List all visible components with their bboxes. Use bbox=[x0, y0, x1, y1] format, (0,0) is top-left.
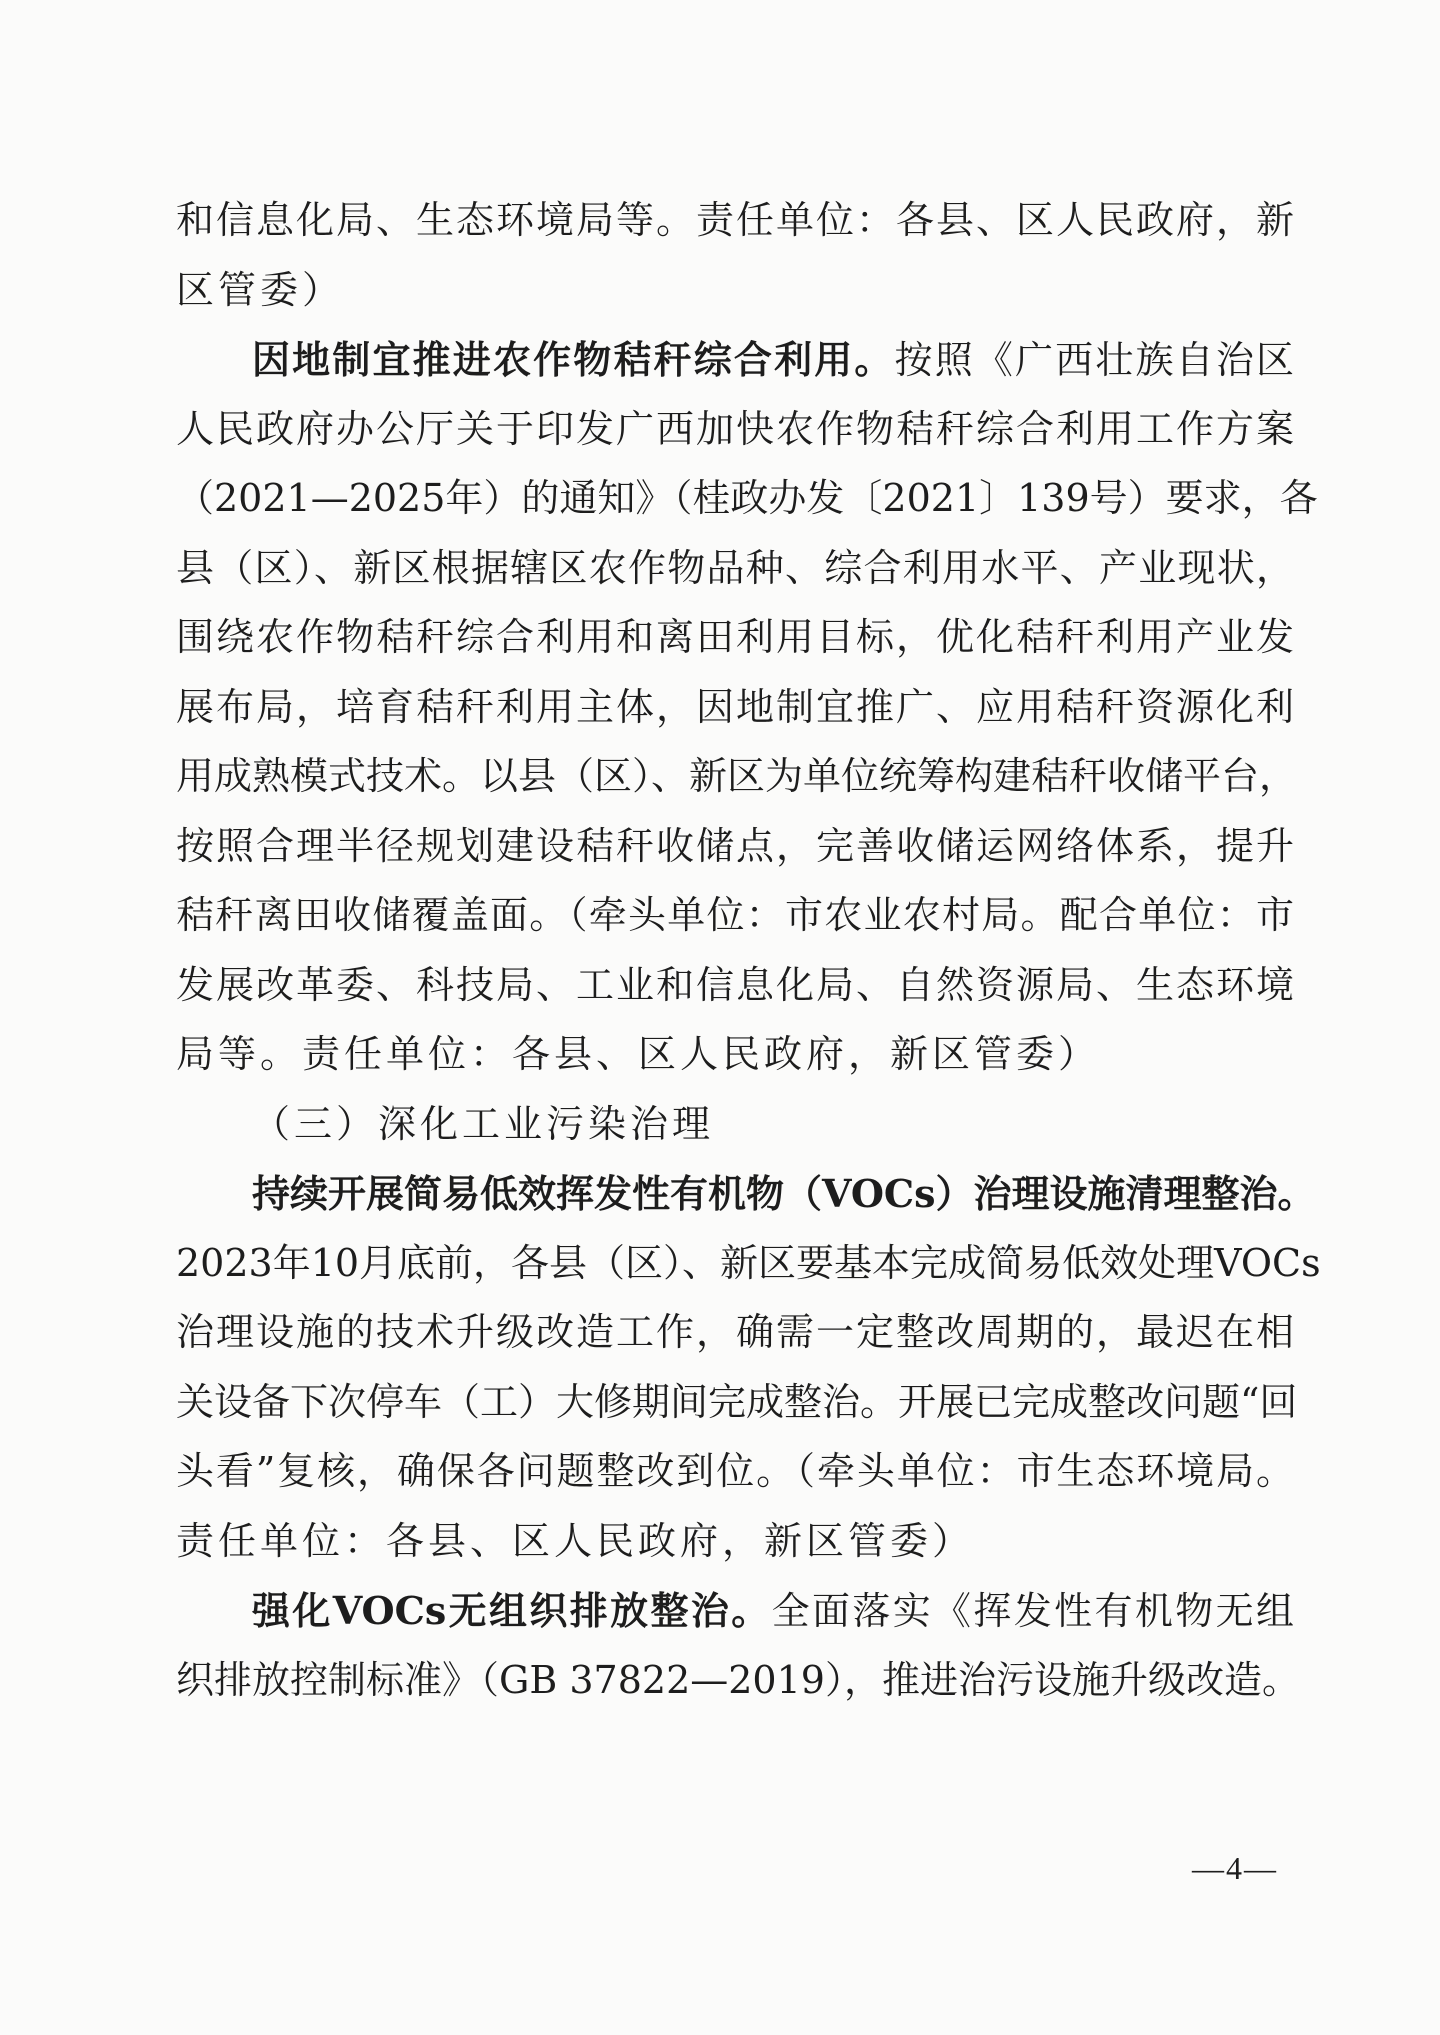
line-text: 2023年10月底前，各县（区）、新区要基本完成简易低效处理VOCs bbox=[176, 1240, 1321, 1285]
line-text: 全面落实《挥发性有机物无组 bbox=[771, 1589, 1294, 1633]
text-line bbox=[176, 812, 1294, 882]
paragraph-lead-bold: 因地制宜推进农作物秸秆综合利用。 bbox=[252, 337, 895, 382]
line-text: 织排放控制标准》（GB 37822—2019），推进治污设施升级改造。 bbox=[176, 1657, 1300, 1702]
line-text: 治理设施的技术升级改造工作，确需一定整改周期的，最迟在相 bbox=[176, 1310, 1294, 1354]
paragraph-heading-line bbox=[176, 325, 1294, 395]
paragraph-lead-bold: 持续开展简易低效挥发性有机物（VOCs）治理设施清理整治。 bbox=[252, 1171, 1316, 1216]
line-text: 围绕农作物秸秆综合利用和离田利用目标，优化秸秆利用产业发 bbox=[176, 615, 1294, 659]
text-line bbox=[176, 742, 1298, 812]
line-text: 展布局，培育秸秆利用主体，因地制宜推广、应用秸秆资源化利 bbox=[176, 684, 1294, 729]
text-line bbox=[176, 186, 1294, 256]
paragraph-heading-line bbox=[176, 1576, 1294, 1646]
line-text: 发展改革委、科技局、工业和信息化局、自然资源局、生态环境 bbox=[176, 962, 1294, 1007]
section-heading bbox=[176, 1090, 1294, 1160]
text-line bbox=[176, 603, 1294, 673]
text-line bbox=[176, 1020, 1294, 1090]
text-line bbox=[176, 1298, 1294, 1368]
line-text: 县（区）、新区根据辖区农作物品种、综合利用水平、产业现状， bbox=[176, 545, 1294, 590]
paragraph-heading-line bbox=[176, 1159, 1316, 1229]
text-line bbox=[176, 951, 1294, 1021]
line-text: 区管委） bbox=[176, 267, 345, 312]
section-heading-text: （三）深化工业污染治理 bbox=[252, 1101, 715, 1146]
text-line bbox=[176, 256, 1294, 326]
page-number: —4— bbox=[1192, 1850, 1278, 1886]
line-text: 秸秆离田收储覆盖面。（牵头单位：市农业农村局。配合单位：市 bbox=[176, 893, 1294, 937]
text-line bbox=[176, 534, 1294, 604]
line-text: 用成熟模式技术。以县（区）、新区为单位统筹构建秸秆收储平台， bbox=[176, 754, 1298, 798]
body-text bbox=[176, 186, 1321, 1715]
line-text: 责任单位：各县、区人民政府，新区管委） bbox=[176, 1518, 975, 1563]
text-line bbox=[176, 1437, 1294, 1507]
text-line bbox=[176, 1368, 1298, 1438]
line-text: 头看”复核，确保各问题整改到位。（牵头单位：市生态环境局。 bbox=[176, 1449, 1294, 1493]
line-text: 关设备下次停车（工）大修期间完成整治。开展已完成整改问题“回 bbox=[176, 1379, 1298, 1424]
line-text: 人民政府办公厅关于印发广西加快农作物秸秆综合利用工作方案 bbox=[176, 406, 1294, 451]
text-line bbox=[176, 881, 1294, 951]
text-line bbox=[176, 1646, 1300, 1716]
paragraph-lead-bold: 强化VOCs无组织排放整治。 bbox=[252, 1588, 772, 1633]
line-text: （2021—2025年）的通知》（桂政办发〔2021〕139号）要求，各 bbox=[176, 476, 1318, 520]
line-text: 局等。责任单位：各县、区人民政府，新区管委） bbox=[176, 1032, 1101, 1076]
text-line bbox=[176, 1507, 1294, 1577]
line-text: 和信息化局、生态环境局等。责任单位：各县、区人民政府，新 bbox=[176, 198, 1294, 242]
text-line bbox=[176, 673, 1294, 743]
line-text: 按照《广西壮族自治区 bbox=[894, 338, 1294, 382]
text-line bbox=[176, 464, 1318, 534]
text-line bbox=[176, 1229, 1321, 1299]
line-text: 按照合理半径规划建设秸秆收储点，完善收储运网络体系，提升 bbox=[176, 823, 1294, 868]
text-line bbox=[176, 395, 1294, 465]
